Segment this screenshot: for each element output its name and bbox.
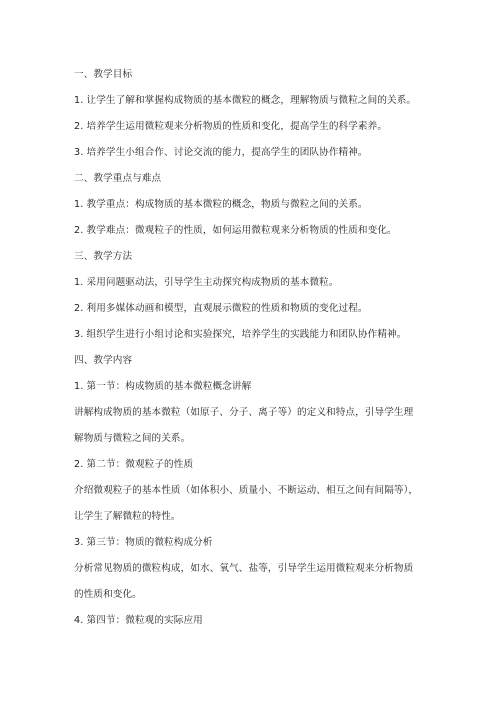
method-item-1: 1. 采用问题驱动法，引导学生主动探究构成物质的基本微粒。 — [74, 277, 339, 288]
objective-item-1: 1. 让学生了解和掌握构成物质的基本微粒的概念，理解物质与微粒之间的关系。 — [74, 95, 417, 106]
section-1-body-line-2: 解物质与微粒之间的关系。 — [74, 433, 191, 444]
section-2-title: 2. 第二节：微观粒子的性质 — [74, 459, 194, 470]
heading-key-points: 二、教学重点与难点 — [74, 173, 162, 184]
method-item-2: 2. 利用多媒体动画和模型，直观展示微粒的性质和物质的变化过程。 — [74, 303, 368, 314]
heading-teaching-objectives: 一、教学目标 — [74, 69, 133, 80]
section-3-body-line-2: 的性质和变化。 — [74, 589, 142, 600]
key-point-item-1: 1. 教学重点：构成物质的基本微粒的概念，物质与微粒之间的关系。 — [74, 199, 368, 210]
objective-item-2: 2. 培养学生运用微粒观来分析物质的性质和变化，提高学生的科学素养。 — [74, 121, 388, 132]
objective-item-3: 3. 培养学生小组合作、讨论交流的能力，提高学生的团队协作精神。 — [74, 147, 368, 158]
key-point-item-2: 2. 教学难点：微观粒子的性质，如何运用微粒观来分析物质的性质和变化。 — [74, 225, 397, 236]
section-3-title: 3. 第三节：物质的微粒构成分析 — [74, 537, 213, 548]
section-1-title: 1. 第一节：构成物质的基本微粒概念讲解 — [74, 381, 252, 392]
section-2-body-line-1: 介绍微观粒子的基本性质（如体积小、质量小、不断运动、相互之间有间隔等）， — [74, 485, 419, 496]
method-item-3: 3. 组织学生进行小组讨论和实验探究，培养学生的实践能力和团队协作精神。 — [74, 329, 407, 340]
section-1-body-line-1: 讲解构成物质的基本微粒（如原子、分子、离子等）的定义和特点，引导学生理 — [74, 407, 414, 418]
section-3-body-line-1: 分析常见物质的微粒构成，如水、氧气、盐等，引导学生运用微粒观来分析物质 — [74, 563, 414, 574]
section-4-title: 4. 第四节：微粒观的实际应用 — [74, 615, 203, 626]
heading-teaching-content: 四、教学内容 — [74, 355, 133, 366]
heading-teaching-methods: 三、教学方法 — [74, 251, 133, 262]
section-2-body-line-2: 让学生了解微粒的特性。 — [74, 511, 181, 522]
